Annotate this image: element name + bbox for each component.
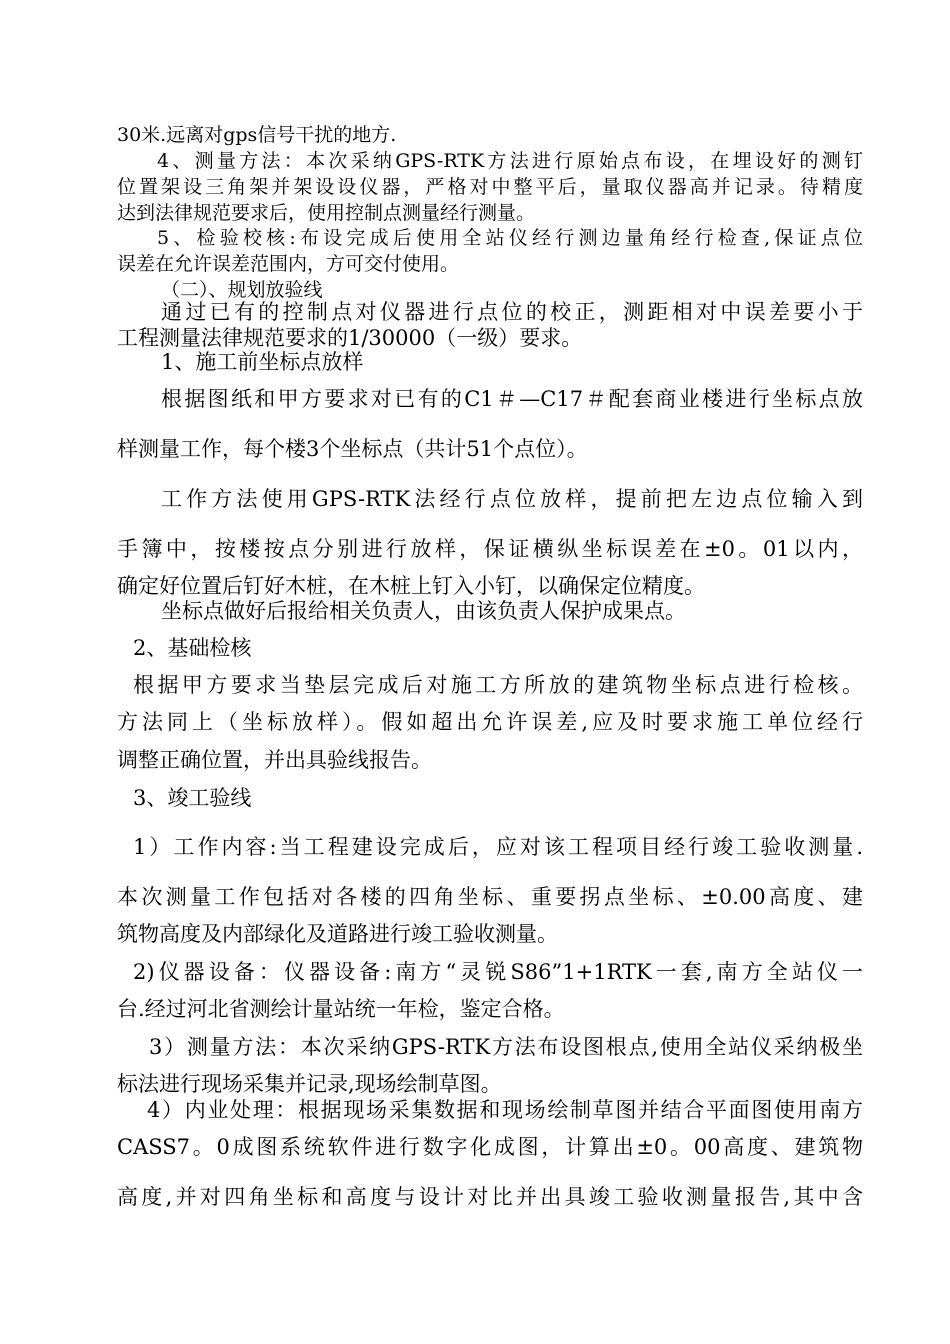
text-line: 样测量工作，每个楼3个坐标点（共计51个点位）。	[117, 437, 588, 461]
text-line: 调整正确位置，并出具验线报告。	[117, 748, 432, 772]
text-line: 台.经过河北省测绘计量站统一年检，鉴定合格。	[117, 997, 565, 1021]
text-line: 3）测量方法：本次采纳GPS-RTK方法布设图根点,使用全站仪采纳极坐	[149, 1035, 863, 1059]
text-line: 通过已有的控制点对仪器进行点位的校正，测距相对中误差要小于	[161, 300, 863, 324]
text-line: 4、测量方法：本次采纳GPS-RTK方法进行原始点布设，在埋设好的测钉	[157, 150, 863, 172]
text-line: 筑物高度及内部绿化及道路进行竣工验收测量。	[117, 922, 558, 946]
text-line: 标法进行现场采集并记录,现场绘制草图。	[117, 1072, 502, 1096]
text-line: 工作方法使用GPS-RTK法经行点位放样，提前把左边点位输入到	[161, 487, 863, 511]
text-line: 5、检验校核:布设完成后使用全站仪经行测边量角经行检查,保证点位	[157, 227, 863, 249]
text-line: 根据甲方要求当垫层完成后对施工方所放的建筑物坐标点进行检核。	[133, 673, 863, 697]
text-line: 本次测量工作包括对各楼的四角坐标、重要拐点坐标、±0.00高度、建	[117, 885, 863, 909]
text-line: 确定好位置后钉好木桩，在木桩上钉入小钉，以确保定位精度。	[117, 574, 705, 598]
text-line: 1）工作内容:当工程建设完成后，应对该工程项目经行竣工验收测量.	[133, 835, 863, 859]
text-line: 位置架设三角架并架设设仪器，严格对中整平后，量取仪器高并记录。待精度	[117, 176, 863, 198]
text-line: 1、施工前坐标点放样	[161, 350, 364, 374]
text-line: 根据图纸和甲方要求对已有的C1＃—C17＃配套商业楼进行坐标点放	[161, 387, 863, 411]
text-line: 2、基础检核	[133, 636, 252, 660]
text-line: （二）、规划放验线	[161, 279, 323, 301]
text-line: 30米.远离对gps信号干扰的地方.	[117, 124, 397, 146]
text-line: 3、竣工验线	[133, 786, 252, 810]
text-line: CASS7。0成图系统软件进行数字化成图，计算出±0。00高度、建筑物	[117, 1135, 863, 1159]
text-line: 高度,并对四角坐标和高度与设计对比并出具竣工验收测量报告,其中含	[117, 1185, 863, 1209]
text-line: 手簿中，按楼按点分别进行放样，保证横纵坐标误差在±0。01以内，	[117, 537, 863, 561]
text-line: 坐标点做好后报给相关负责人，由该负责人保护成果点。	[161, 599, 686, 623]
text-line: 2)仪器设备：仪器设备:南方“灵锐S86”1+1RTK一套,南方全站仪一	[133, 960, 863, 984]
text-line: 误差在允许误差范围内，方可交付使用。	[117, 253, 460, 275]
text-line: 4）内业处理：根据现场采集数据和现场绘制草图并结合平面图使用南方	[147, 1098, 863, 1122]
text-line: 工程测量法律规范要求的1/30000（一级）要求。	[117, 326, 583, 350]
text-line: 达到法律规范要求后，使用控制点测量经行测量。	[117, 202, 536, 224]
text-line: 方法同上（坐标放样）。假如超出允许误差,应及时要求施工单位经行	[117, 710, 863, 734]
